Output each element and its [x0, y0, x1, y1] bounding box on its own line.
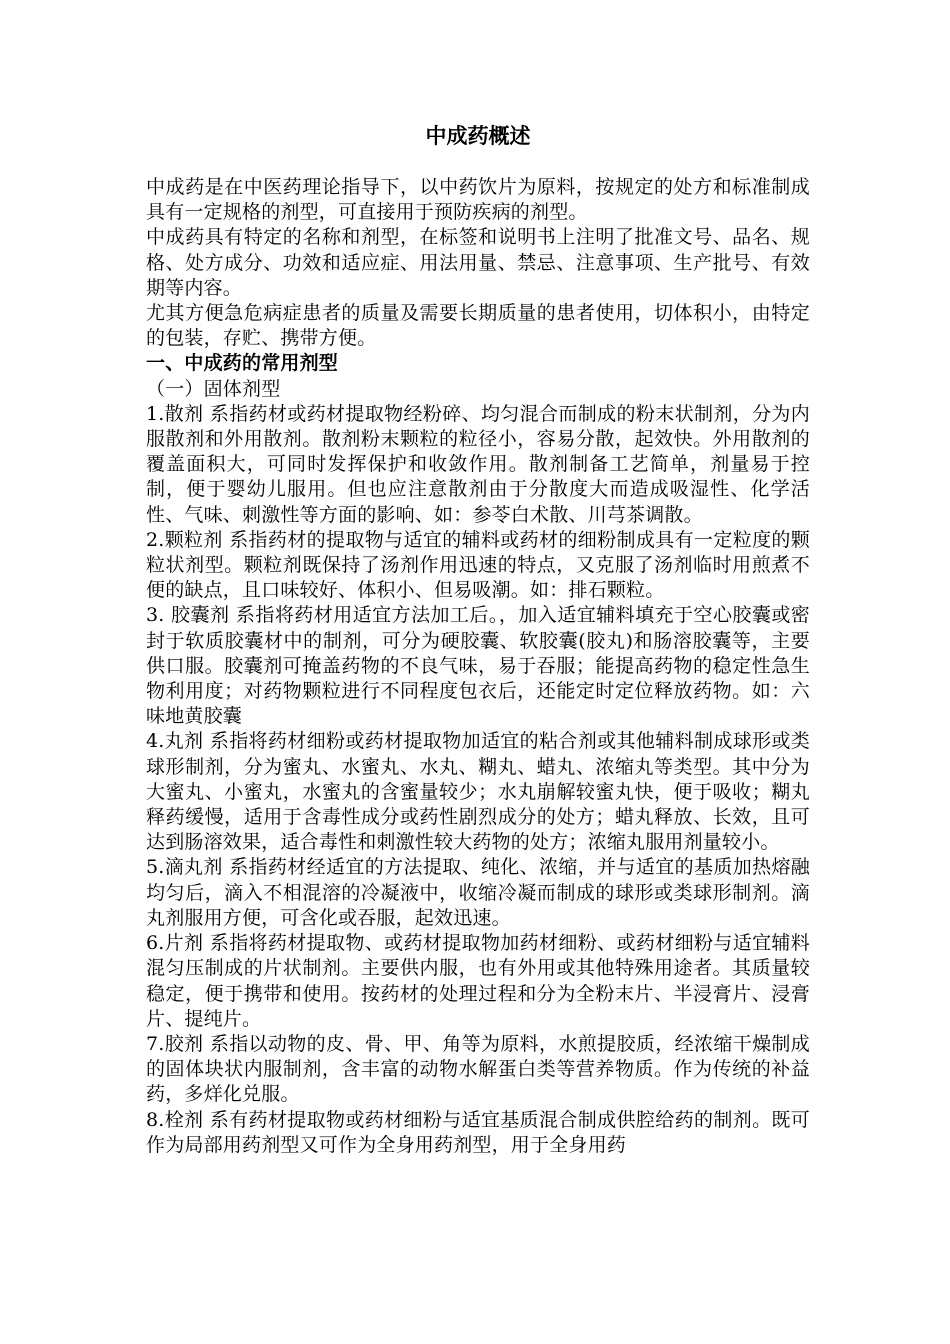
- dosage-form-item: 5.滴丸剂 系指药材经适宜的方法提取、纯化、浓缩，并与适宜的基质加热熔融均匀后，滴入不相混溶的冷凝液中，收缩冷凝而制成的球形或类球形制剂。滴丸剂服用方便，可含化或吞服，起效迅速。: [146, 856, 810, 929]
- dosage-form-item: 1.散剂 系指药材或药材提取物经粉碎、均匀混合而制成的粉末状制剂，分为内服散剂和外用散剂。散剂粉末颗粒的粒径小，容易分散，起效快。外用散剂的覆盖面积大，可同时发挥保护和收敛作用。散剂制备工艺简单，剂量易于控制，便于婴幼儿服用。但也应注意散剂由于分散度大而造成吸湿性、化学活性、气味、刺激性等方面的影响、如：参苓白术散、川芎茶调散。: [146, 402, 810, 526]
- intro-paragraph: 中成药具有特定的名称和剂型，在标签和说明书上注明了批准文号、品名、规格、处方成分、功效和适应症、用法用量、禁忌、注意事项、生产批号、有效期等内容。: [146, 226, 810, 299]
- dosage-form-item: 2.颗粒剂 系指药材的提取物与适宜的辅料或药材的细粉制成具有一定粒度的颗粒状剂型。颗粒剂既保持了汤剂作用迅速的特点，又克服了汤剂临时用煎煮不便的缺点，且口味较好、体积小、但易吸潮。如：排石颗粒。: [146, 528, 810, 602]
- dosage-form-item: 8.栓剂 系有药材提取物或药材细粉与适宜基质混合制成供腔给药的制剂。既可作为局部用药剂型又可作为全身用药剂型，用于全身用药: [146, 1108, 810, 1156]
- document-body: [146, 175, 810, 1158]
- section-heading: 一、中成药的常用剂型: [146, 352, 339, 375]
- intro-paragraph: 中成药是在中医药理论指导下，以中药饮片为原料，按规定的处方和标准制成具有一定规格的剂型，可直接用于预防疾病的剂型。: [146, 176, 810, 224]
- dosage-form-item: 7.胶剂 系指以动物的皮、骨、甲、角等为原料，水煎提胶质，经浓缩干燥制成的固体块状内服制剂，含丰富的动物水解蛋白类等营养物质。作为传统的补益药，多烊化兑服。: [146, 1032, 810, 1106]
- document-title: 中成药概述: [425, 123, 531, 148]
- dosage-form-item: 6.片剂 系指将药材提取物、或药材提取物加药材细粉、或药材细粉与适宜辅料混匀压制成的片状制剂。主要供内服，也有外用或其他特殊用途者。其质量较稳定，便于携带和使用。按药材的处理过程和分为全粉末片、半浸膏片、浸膏片、提纯片。: [146, 932, 810, 1030]
- subsection-heading: （一）固体剂型: [146, 377, 281, 400]
- intro-paragraph: 尤其方便急危病症患者的质量及需要长期质量的患者使用，切体积小，由特定的包装，存贮、携带方便。: [146, 302, 810, 350]
- dosage-form-item: 3. 胶囊剂 系指将药材用适宜方法加工后。，加入适宜辅料填充于空心胶囊或密封于软质胶囊材中的制剂，可分为硬胶囊、软胶囊(胶丸)和肠溶胶囊等，主要供口服。胶囊剂可掩盖药物的不良气味，易于吞服；能提高药物的稳定性急生物利用度；对药物颗粒进行不同程度包衣后，还能定时定位释放药物。如：六味地黄胶囊: [146, 604, 810, 728]
- dosage-form-item: 4.丸剂 系指将药材细粉或药材提取物加适宜的粘合剂或其他辅料制成球形或类球形制剂，分为蜜丸、水蜜丸、水丸、糊丸、蜡丸、浓缩丸等类型。其中分为大蜜丸、小蜜丸，水蜜丸的含蜜量较少；水丸崩解较蜜丸快，便于吸收；糊丸释药缓慢，适用于含毒性成分或药性剧烈成分的处方；蜡丸释放、长效，且可达到肠溶效果，适合毒性和刺激性较大药物的处方；浓缩丸服用剂量较小。: [146, 730, 810, 854]
